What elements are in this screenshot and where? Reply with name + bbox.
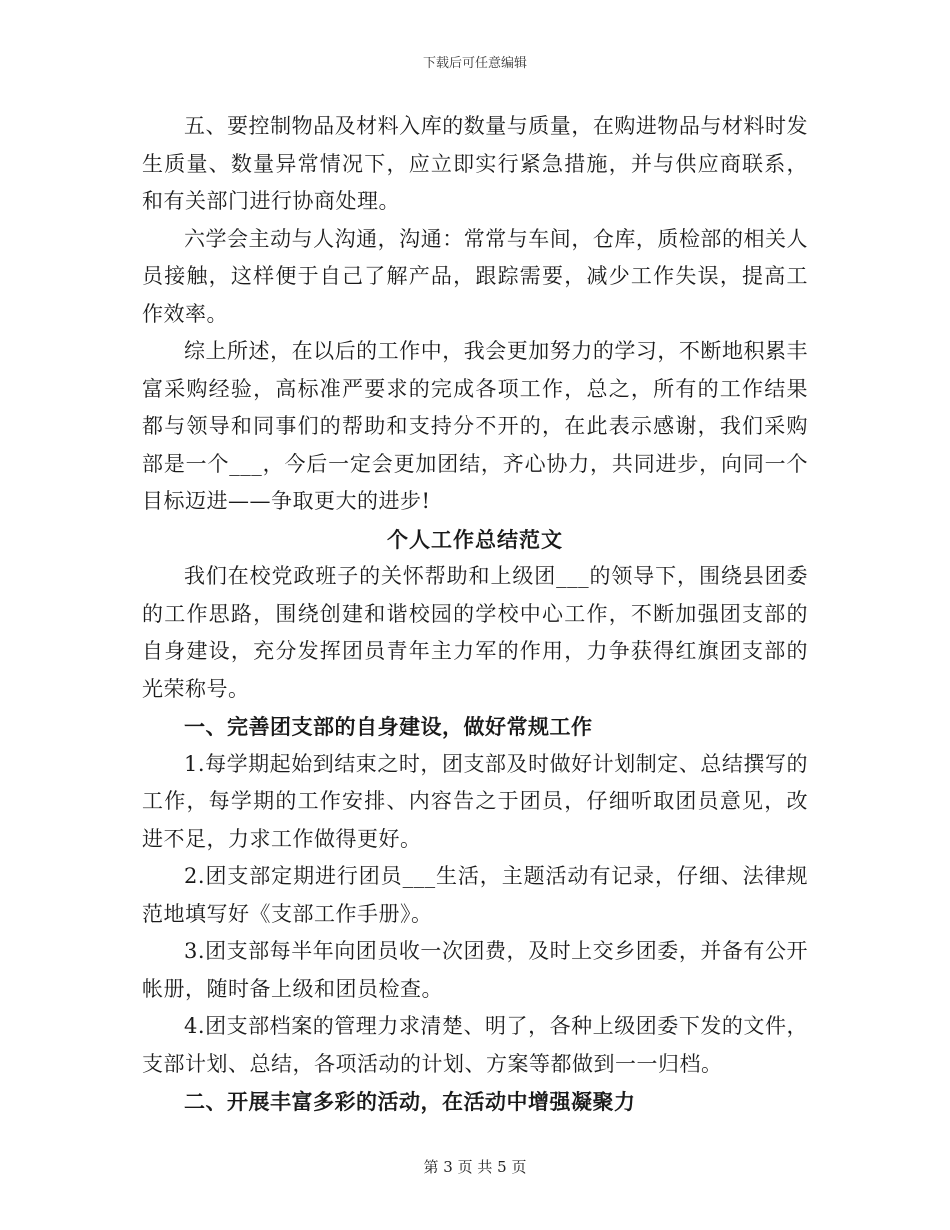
heading-two: 二、开展丰富多彩的活动，在活动中增强凝聚力: [184, 1089, 636, 1114]
paragraph-intro: 我们在校党政班子的关怀帮助和上级团___的领导下，围绕县团委的工作思路，围绕创建和谐校园的学校中心工作，不断加强团支部的自身建设，充分发挥团员青年主力军的作用，力争获得红旗团支部的光荣称号。: [142, 564, 808, 701]
heading-one: 一、完善团支部的自身建设，做好常规工作: [184, 714, 593, 739]
paragraph-summary: 综上所述，在以后的工作中，我会更加努力的学习，不断地积累丰富采购经验，高标准严要求的完成各项工作，总之，所有的工作结果都与领导和同事们的帮助和支持分不开的，在此表示感谢，我们采购部是一个___，今后一定会更加团结，齐心协力，共同进步，向同一个目标迈进——争取更大的进步!: [142, 339, 808, 513]
list-item-2: 2.团支部定期进行团员___生活，主题活动有记录，仔细、法律规范地填写好《支部工作手册》。: [142, 864, 808, 926]
list-item-3: 3.团支部每半年向团员收一次团费，及时上交乡团委，并备有公开帐册，随时备上级和团员检查。: [142, 939, 808, 1001]
list-item-1: 1.每学期起始到结束之时，团支部及时做好计划制定、总结撰写的工作，每学期的工作安排、内容告之于团员，仔细听取团员意见，改进不足，力求工作做得更好。: [142, 751, 808, 851]
paragraph-five: 五、要控制物品及材料入库的数量与质量，在购进物品与材料时发生质量、数量异常情况下，应立即实行紧急措施，并与供应商联系，和有关部门进行协商处理。: [142, 114, 808, 213]
page-number: 第 3 页 共 5 页: [423, 1158, 527, 1176]
paragraph-six: 六学会主动与人沟通，沟通：常常与车间，仓库，质检部的相关人员接触，这样便于自己了解产品，跟踪需要，减少工作失误，提高工作效率。: [142, 226, 808, 326]
section-title: 个人工作总结范文: [387, 526, 563, 552]
document-body: [142, 108, 808, 1121]
page-header: 下载后可任意编辑: [422, 56, 527, 71]
list-item-4: 4.团支部档案的管理力求清楚、明了，各种上级团委下发的文件，支部计划、总结，各项活动的计划、方案等都做到一一归档。: [142, 1014, 808, 1076]
